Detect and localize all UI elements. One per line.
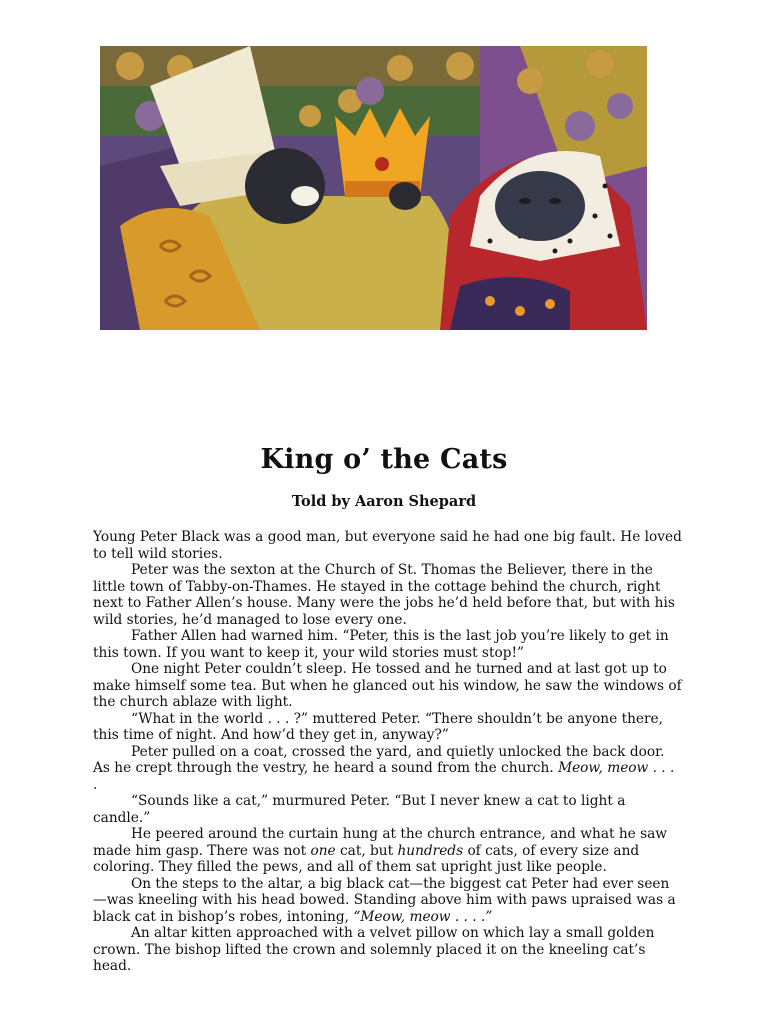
story-paragraph: [93, 876, 683, 926]
story-paragraph: [93, 826, 683, 876]
story-body: [93, 529, 683, 975]
paragraph-text: On the steps to the altar, a big black cat—the biggest cat Peter had ever seen—was kneeling with his head bowed. Standing above him with paws upraised was a black cat in bishop’s robes, intoning,: [93, 875, 676, 925]
emphasis-text: Meow, meow . . . .: [93, 760, 675, 793]
paragraph-text: Father Allen had warned him. “Peter, this is the last job you’re likely to get in this town. If you want to keep it, your wild stories must stop!”: [93, 628, 669, 661]
paragraph-text: “What in the world . . . ?” muttered Peter. “There shouldn’t be anyone there, this time of night. And how’d they get in, anyway?”: [93, 710, 663, 743]
story-paragraph: [93, 562, 683, 628]
paragraph-text: cat, but: [335, 842, 398, 859]
paragraph-text: He peered around the curtain hung at the church entrance, and what he saw made him gasp. There was not: [93, 826, 667, 859]
illustration-art: [100, 46, 647, 330]
story-paragraph: [93, 628, 683, 661]
story-paragraph: [93, 925, 683, 975]
paragraph-text: Peter was the sexton at the Church of St. Thomas the Believer, there in the little town of Tabby-on-Thames. He stayed in the cottage behind the church, right next to Father Allen’s house. Many were the jobs he’d held before that, but with his wild stories, he’d managed to lose every one.: [93, 562, 675, 628]
paragraph-text: Young Peter Black was a good man, but everyone said he had one big fault. He loved to tell wild stories.: [93, 529, 682, 562]
story-paragraph: [93, 529, 683, 562]
story-paragraph: [93, 711, 683, 744]
story-paragraph: [93, 744, 683, 794]
story-paragraph: [93, 793, 683, 826]
story-paragraph: [93, 661, 683, 711]
emphasis-text: “Meow, meow . . . .”: [353, 908, 493, 925]
paragraph-text: An altar kitten approached with a velvet pillow on which lay a small golden crown. The bishop lifted the crown and solemnly placed it on the kneeling cat’s head.: [93, 925, 655, 974]
paragraph-text: “Sounds like a cat,” murmured Peter. “But I never knew a cat to light a candle.”: [93, 793, 626, 826]
cat-coronation-illustration: [100, 46, 647, 330]
paragraph-text: Peter pulled on a coat, crossed the yard, and quietly unlocked the back door. As he crept through the vestry, he heard a sound from the church.: [93, 743, 665, 776]
paragraph-text: of cats, of every size and coloring. They filled the pews, and all of them sat upright just like people.: [93, 842, 640, 875]
emphasis-text: hundreds: [397, 842, 464, 859]
emphasis-text: one: [310, 842, 336, 859]
byline: Told by Aaron Shepard: [291, 493, 477, 510]
paragraph-text: One night Peter couldn’t sleep. He tossed and he turned and at last got up to make himself some tea. But when he glanced out his window, he saw the windows of the church ablaze with light.: [93, 661, 682, 710]
page-title: King o’ the Cats: [260, 444, 508, 475]
